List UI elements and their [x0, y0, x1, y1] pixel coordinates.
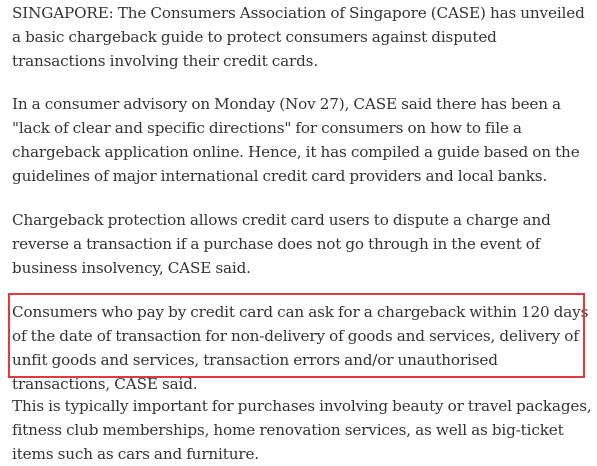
paragraph-intro: SINGAPORE: The Consumers Association of Singapore (CASE) has unveiled a basic chargeback guide to protect consumers against disputed transactions involving their credit cards.	[12, 4, 585, 70]
paragraph-purchase-types: This is typically important for purchases involving beauty or travel packages, fitness club memberships, home renovation services, as well as big-ticket items such as cars and furniture.	[12, 397, 592, 463]
paragraph-highlighted-120-days: Consumers who pay by credit card can ask for a chargeback within 120 days of the date of transaction for non-delivery of goods and services, delivery of unfit goods and services, transaction errors and/or unauthorised transactions, CASE said.	[12, 303, 589, 393]
paragraph-advisory: In a consumer advisory on Monday (Nov 27), CASE said there has been a "lack of clear and specific directions" for consumers on how to file a chargeback application online. Hence, it has compiled a guide based on the guidelines of major international credit card providers and local banks.	[12, 95, 580, 185]
paragraph-chargeback-protection: Chargeback protection allows credit card users to dispute a charge and reverse a transaction if a purchase does not go through in the event of business insolvency, CASE said.	[12, 211, 551, 277]
